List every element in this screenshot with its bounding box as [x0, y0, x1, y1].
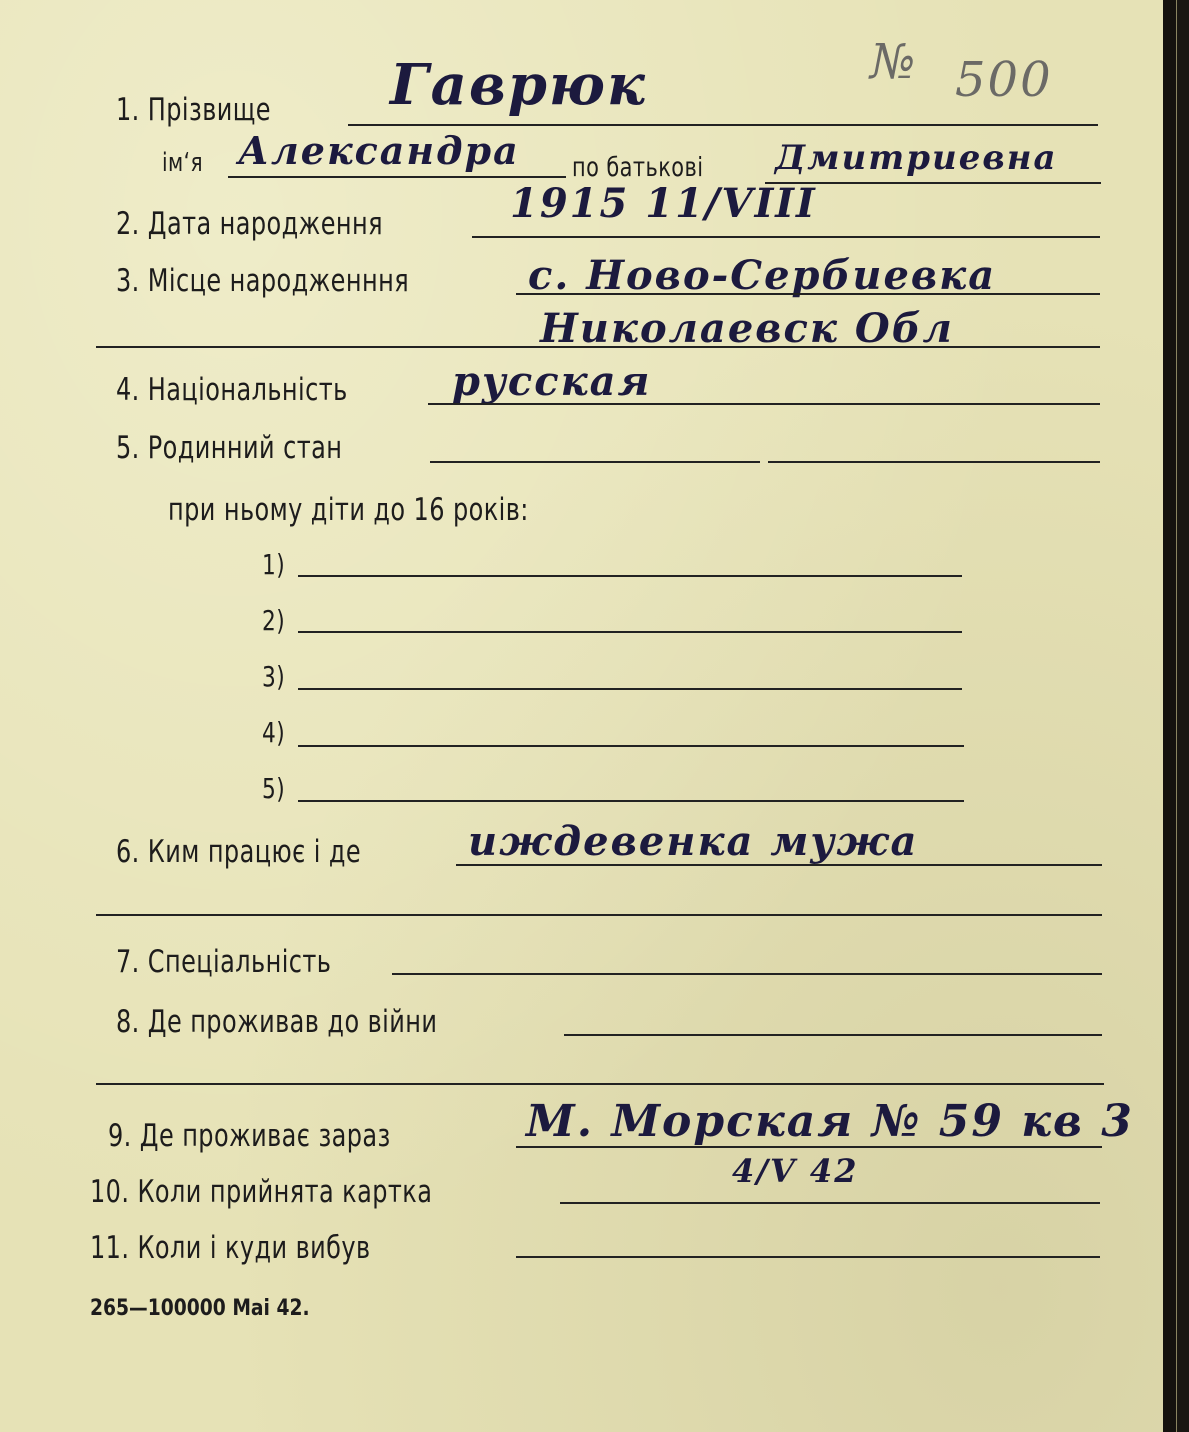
specialty-line — [392, 973, 1102, 975]
name-label: ім‘я — [162, 148, 203, 178]
dob-line — [472, 236, 1100, 238]
surname-line — [348, 124, 1098, 126]
prewar-line-2 — [96, 1083, 1104, 1085]
accepted-line — [560, 1202, 1100, 1204]
work-label: 6. Ким працює і де — [116, 834, 362, 870]
child-5-label: 5) — [262, 772, 286, 805]
departed-label: 11. Коли і куди вибув — [90, 1230, 371, 1266]
nationality-line — [428, 403, 1100, 405]
card-number-value: 500 — [955, 52, 1053, 108]
child-5-line — [298, 800, 964, 802]
card-number-label: № — [870, 34, 918, 90]
work-entry: иждевенка мужа — [468, 818, 919, 865]
children-label: при ньому діти до 16 років: — [168, 492, 529, 528]
background-edge — [1163, 0, 1176, 1432]
child-2-line — [298, 631, 962, 633]
child-3-label: 3) — [262, 660, 286, 693]
current-entry: М. Морская № 59 кв 3 — [526, 1096, 1134, 1147]
pob-line-2 — [96, 346, 1100, 348]
accepted-entry: 4/V 42 — [732, 1152, 859, 1190]
child-1-line — [298, 575, 962, 577]
print-footer: 265—100000 Mai 42. — [90, 1296, 310, 1321]
marital-line-1 — [430, 461, 760, 463]
child-3-line — [298, 688, 962, 690]
surname-entry: Гаврюк — [390, 52, 647, 118]
name-line — [228, 176, 566, 178]
nationality-entry: русская — [452, 358, 652, 405]
nationality-label: 4. Національність — [116, 372, 348, 408]
pob-label: 3. Місце народженння — [116, 263, 410, 299]
patronymic-label: по батькові — [572, 152, 704, 183]
current-line — [516, 1146, 1102, 1148]
work-line-1 — [456, 864, 1102, 866]
name-entry: Александра — [238, 128, 520, 173]
prewar-label: 8. Де проживав до війни — [116, 1004, 438, 1040]
dob-entry: 1915 11/VIII — [510, 180, 817, 227]
child-1-label: 1) — [262, 548, 286, 581]
child-4-label: 4) — [262, 716, 286, 749]
accepted-label: 10. Коли прийнята картка — [90, 1174, 433, 1210]
marital-line-2 — [768, 461, 1100, 463]
prewar-line-1 — [564, 1034, 1102, 1036]
departed-line — [516, 1256, 1100, 1258]
pob-entry-line2: Николаевск Обл — [540, 305, 954, 352]
pob-entry-line1: с. Ново-Сербиевка — [528, 252, 997, 299]
marital-label: 5. Родинний стан — [116, 430, 343, 466]
child-2-label: 2) — [262, 604, 286, 637]
child-4-line — [298, 745, 964, 747]
specialty-label: 7. Спеціальність — [116, 944, 332, 980]
work-line-2 — [96, 914, 1102, 916]
dob-label: 2. Дата народження — [116, 206, 383, 242]
patronymic-entry: Дмитриевна — [775, 138, 1058, 178]
surname-label: 1. Прізвище — [116, 92, 272, 128]
current-label: 9. Де проживає зараз — [108, 1118, 391, 1154]
pob-line-1 — [516, 293, 1100, 295]
